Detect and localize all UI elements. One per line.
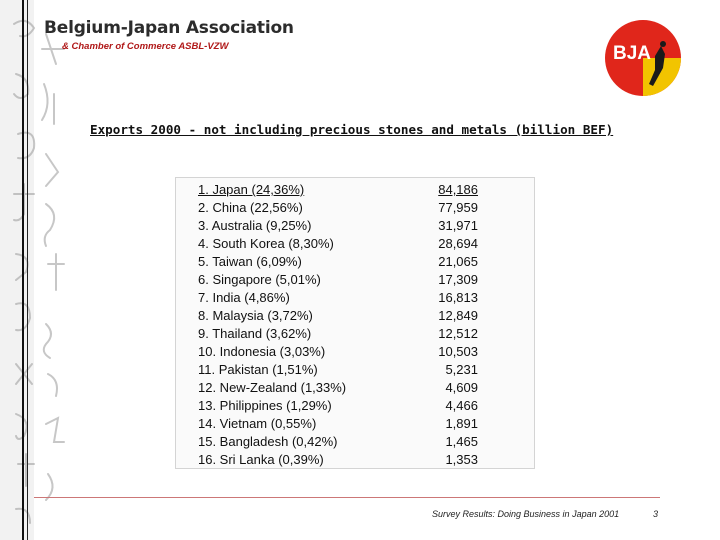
export-value: 1,465 (445, 434, 478, 449)
country-label: 10. Indonesia (3,03%) (198, 344, 326, 359)
country-label: 8. Malaysia (3,72%) (198, 308, 313, 323)
slide-title: Exports 2000 - not including precious stones and metals (billion BEF) (90, 122, 614, 137)
export-value: 4,466 (445, 398, 478, 413)
country-label: 9. Thailand (3,62%) (198, 326, 312, 341)
country-label: 5. Taiwan (6,09%) (198, 254, 302, 269)
country-label: 13. Philippines (1,29%) (198, 398, 332, 413)
export-value: 12,849 (438, 308, 478, 323)
page-number: 3 (653, 509, 659, 519)
bja-logo (603, 18, 683, 98)
export-value: 28,694 (438, 236, 478, 251)
export-value-list (420, 181, 478, 469)
country-label: 6. Singapore (5,01%) (198, 272, 321, 287)
country-label: 3. Australia (9,25%) (198, 218, 312, 233)
country-label: 14. Vietnam (0,55%) (198, 416, 317, 431)
export-value: 5,231 (445, 362, 478, 377)
organization-subtitle: & Chamber of Commerce ASBL-VZW (62, 41, 229, 52)
country-label: 7. India (4,86%) (198, 290, 290, 305)
export-value: 10,503 (438, 344, 478, 359)
export-value: 84,186 (438, 182, 478, 197)
footer-divider (34, 497, 660, 498)
export-value: 31,971 (438, 218, 478, 233)
export-value: 21,065 (438, 254, 478, 269)
calligraphy-background-decoration (6, 4, 76, 540)
country-label: 1. Japan (24,36%) (198, 182, 305, 197)
country-label: 12. New-Zealand (1,33%) (198, 380, 347, 395)
export-value: 1,891 (445, 416, 478, 431)
country-label: 11. Pakistan (1,51%) (198, 362, 318, 377)
export-value: 16,813 (438, 290, 478, 305)
country-label: 15. Bangladesh (0,42%) (198, 434, 338, 449)
logo-text: BJA (613, 43, 652, 64)
footer-source: Survey Results: Doing Business in Japan 2001 (432, 509, 620, 519)
country-label: 2. China (22,56%) (198, 200, 303, 215)
country-list (198, 181, 418, 469)
export-value: 4,609 (445, 380, 478, 395)
export-value: 77,959 (438, 200, 478, 215)
organization-name: Belgium-Japan Association (44, 18, 294, 38)
country-label: 4. South Korea (8,30%) (198, 236, 334, 251)
export-value: 17,309 (438, 272, 478, 287)
left-border-thick-line (22, 0, 24, 540)
export-value: 12,512 (438, 326, 478, 341)
country-label: 16. Sri Lanka (0,39%) (198, 452, 324, 467)
export-value: 1,353 (445, 452, 478, 467)
left-border-thin-line (27, 0, 28, 540)
